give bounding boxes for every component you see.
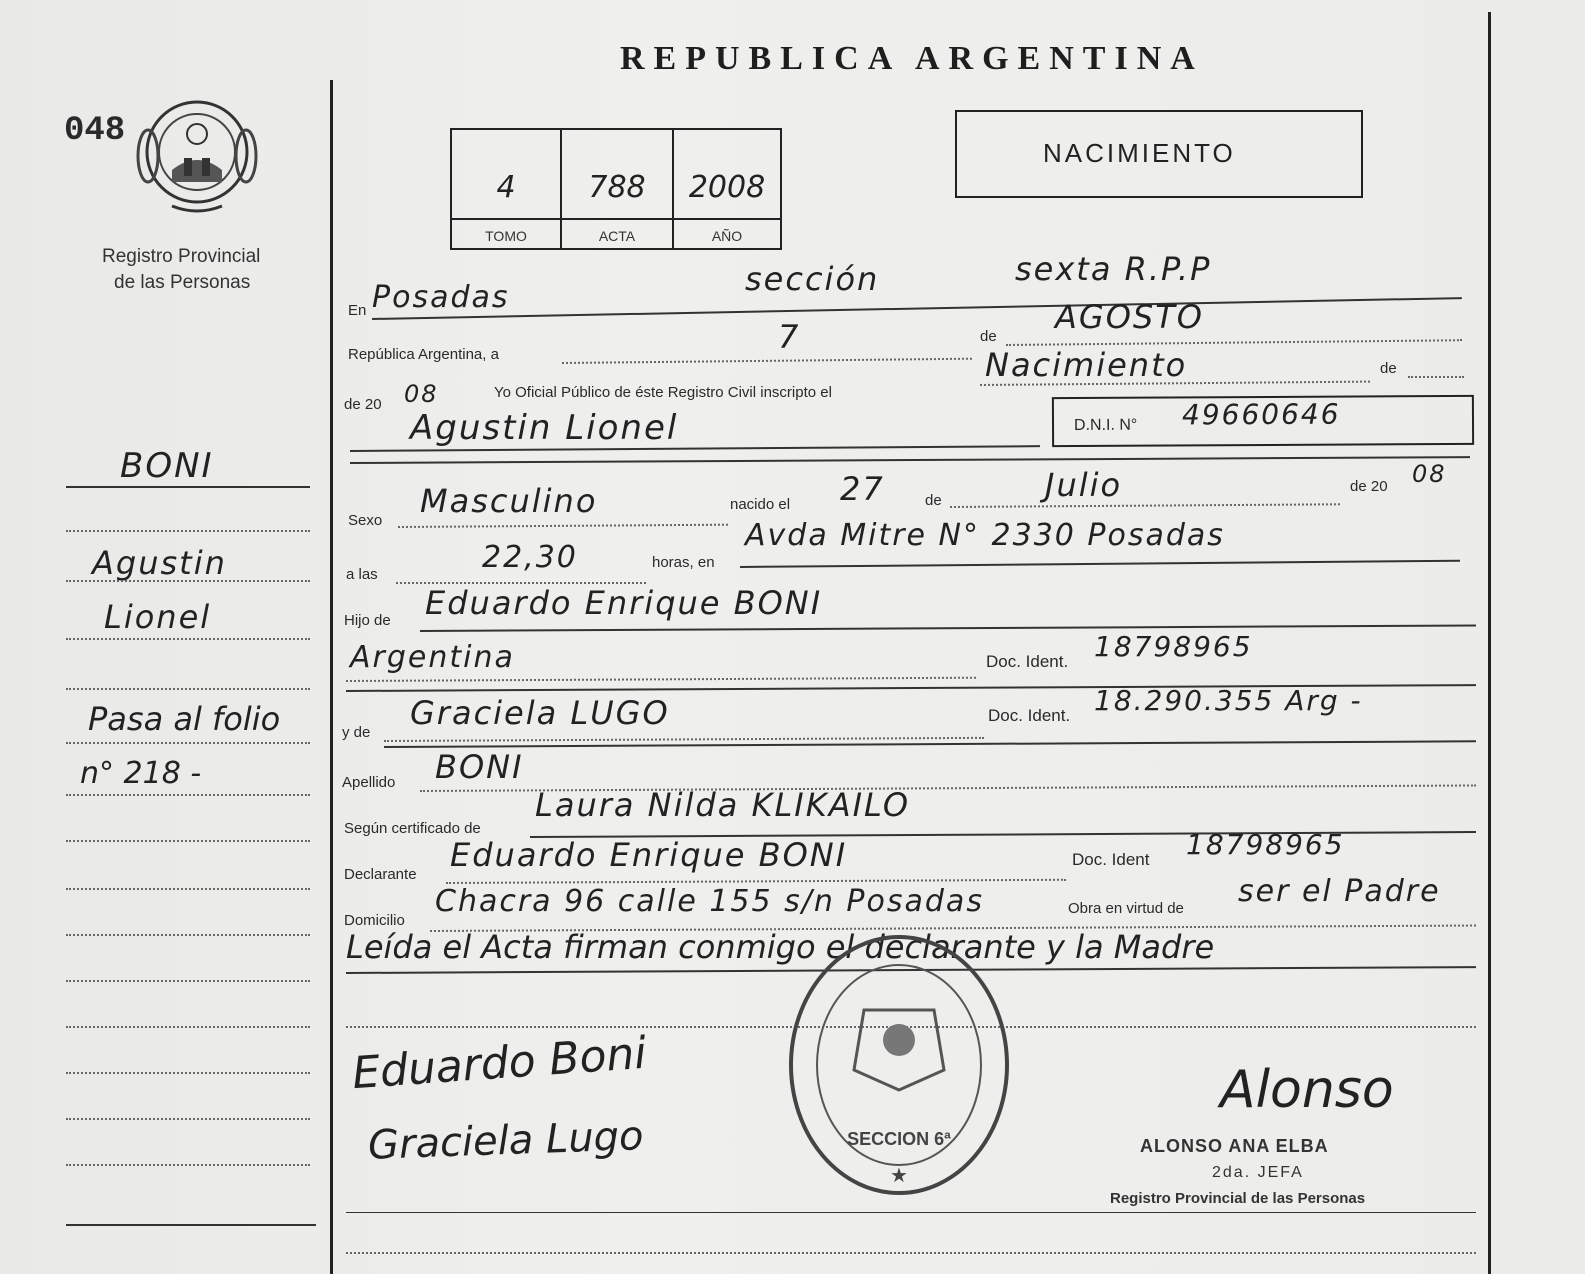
entry-certificado-de: Laura Nilda KLIKAILO <box>535 786 911 824</box>
official-seal-icon <box>784 930 1014 1200</box>
margin-line-16 <box>66 1224 316 1226</box>
margin-line-14 <box>66 1118 310 1120</box>
svg-text:★: ★ <box>890 1165 908 1187</box>
entry-declarante: Eduardo Enrique BONI <box>450 836 848 874</box>
line-padre <box>420 624 1476 632</box>
margin-line-11 <box>66 980 310 982</box>
margin-line-10 <box>66 934 310 936</box>
entry-lugar: Posadas <box>372 280 510 315</box>
margin-nombre-2: Lionel <box>104 598 212 636</box>
label-hijo-de: Hijo de <box>344 612 391 629</box>
entry-nombre: Agustin Lionel <box>410 408 679 448</box>
entry-mes: AGOSTO <box>1055 298 1204 336</box>
entry-obra: ser el Padre <box>1238 874 1441 909</box>
label-doc-ident2: Doc. Ident. <box>988 706 1071 725</box>
province-emblem-icon <box>132 90 262 220</box>
label-declarante: Declarante <box>344 866 417 883</box>
acta-value: 788 <box>588 170 646 205</box>
entry-sexo: Masculino <box>420 482 598 520</box>
entry-apellido: BONI <box>435 748 524 786</box>
entry-madre-doc: 18.290.355 Arg - <box>1094 684 1363 717</box>
entry-inscripto: Nacimiento <box>985 346 1188 384</box>
signature-father: Eduardo Boni <box>350 1027 649 1100</box>
entry-hora: 22,30 <box>482 540 578 575</box>
tomo-label: TOMO <box>485 228 527 244</box>
label-domicilio: Domicilio <box>344 912 405 929</box>
official-registry: Registro Provincial de las Personas <box>1110 1190 1366 1207</box>
entry-padre: Eduardo Enrique BONI <box>425 584 823 622</box>
margin-line-3 <box>66 580 310 582</box>
line-nacionalidad <box>346 677 976 682</box>
margin-divider <box>330 80 333 1274</box>
line-sexo <box>398 524 728 528</box>
label-y-de: y de <box>342 724 371 741</box>
label-republica: República Argentina, a <box>348 346 499 363</box>
line-madre-doc <box>384 740 1476 748</box>
entry-domicilio: Chacra 96 calle 155 s/n Posadas <box>435 884 984 919</box>
margin-line-8 <box>66 840 310 842</box>
record-type-label: NACIMIENTO <box>1043 138 1236 168</box>
margin-line-12 <box>66 1026 310 1028</box>
label-de1: de <box>980 328 997 345</box>
official-name: ALONSO ANA ELBA <box>1140 1136 1329 1156</box>
entry-padre-doc: 18798965 <box>1094 630 1253 663</box>
signature-official: Alonso <box>1220 1060 1394 1120</box>
line-madre <box>384 737 984 742</box>
line-mes-nac <box>950 503 1340 508</box>
margin-line-7 <box>66 794 310 796</box>
margin-line-15 <box>66 1164 310 1166</box>
margin-nota-2: n° 218 - <box>80 756 202 791</box>
line-mes <box>1006 339 1462 346</box>
label-de2: de <box>1380 360 1397 377</box>
record-number-table <box>450 128 782 250</box>
acta-label: ACTA <box>598 228 636 244</box>
official-title: 2da. JEFA <box>1212 1164 1304 1181</box>
margin-apellido: BONI <box>120 446 214 486</box>
label-segun-certificado: Según certificado de <box>344 820 481 837</box>
anio-label: AÑO <box>711 228 743 244</box>
line-de2 <box>1408 376 1464 378</box>
line-lugar-nac <box>740 560 1460 568</box>
label-horas-en: horas, en <box>652 554 715 571</box>
margin-line-5 <box>66 688 310 690</box>
label-nacido-el: nacido el <box>730 496 791 513</box>
entry-dni: 49660646 <box>1181 397 1341 432</box>
entry-dia: 7 <box>778 318 801 356</box>
line-dia <box>562 358 972 364</box>
label-de3: de <box>925 492 942 509</box>
entry-dia-nac: 27 <box>840 470 885 508</box>
anio-value: 2008 <box>688 170 766 205</box>
entry-anio-2d: 08 <box>404 380 439 408</box>
margin-line-4 <box>66 638 310 640</box>
margin-line-6 <box>66 742 310 744</box>
right-border <box>1488 12 1491 1274</box>
entry-mes-nac: Julio <box>1045 466 1123 504</box>
label-de-20-prefix: de 20 <box>344 396 382 413</box>
margin-line-13 <box>66 1072 310 1074</box>
margin-line-9 <box>66 888 310 890</box>
blank-line-3 <box>346 1252 1476 1254</box>
acta-cell <box>562 130 674 248</box>
dni-box <box>1052 395 1474 447</box>
label-sexo: Sexo <box>348 512 383 529</box>
record-type-box <box>955 110 1363 198</box>
signature-mother: Graciela Lugo <box>367 1113 645 1169</box>
tomo-cell <box>452 130 562 248</box>
label-obra-en-virtud: Obra en virtud de <box>1068 900 1184 917</box>
entry-seccion: sección <box>745 260 880 298</box>
entry-declarante-doc: 18798965 <box>1186 828 1345 861</box>
margin-nota-1: Pasa al folio <box>88 700 281 738</box>
document-title: REPUBLICA ARGENTINA <box>620 40 1204 77</box>
margin-line-2 <box>66 530 310 532</box>
svg-text:SECCION 6ª: SECCION 6ª <box>847 1129 951 1149</box>
entry-anio-nac: 08 <box>1412 460 1447 488</box>
blank-line-2 <box>346 1212 1476 1213</box>
margin-line-1 <box>66 486 310 488</box>
tomo-value: 4 <box>496 170 516 205</box>
registry-name-line1: Registro Provincial <box>102 246 261 267</box>
label-a-las: a las <box>346 566 378 583</box>
margin-nombre-1: Agustin <box>92 544 227 582</box>
line-name-underline <box>350 456 1470 464</box>
entry-lectura: Leída el Acta firman conmigo el declarante y la Madre <box>346 928 1215 966</box>
label-doc-ident1: Doc. Ident. <box>986 652 1069 671</box>
folio-number: 048 <box>64 112 126 150</box>
label-apellido: Apellido <box>342 774 396 791</box>
entry-seccion-num: sexta R.P.P <box>1015 250 1212 288</box>
entry-madre: Graciela LUGO <box>410 694 670 732</box>
label-en: En <box>348 302 367 319</box>
anio-cell <box>674 130 780 248</box>
registry-name-line2: de las Personas <box>114 272 251 293</box>
line-en <box>372 297 1462 320</box>
entry-lugar-nac: Avda Mitre N° 2330 Posadas <box>745 518 1225 553</box>
label-oficial: Yo Oficial Público de éste Registro Civil inscripto el <box>494 384 832 401</box>
label-dni: D.N.I. N° <box>1073 416 1138 434</box>
label-doc-ident3: Doc. Ident <box>1072 850 1150 869</box>
entry-padre-nacionalidad: Argentina <box>350 640 515 675</box>
label-de-20-suffix: de 20 <box>1350 478 1388 495</box>
